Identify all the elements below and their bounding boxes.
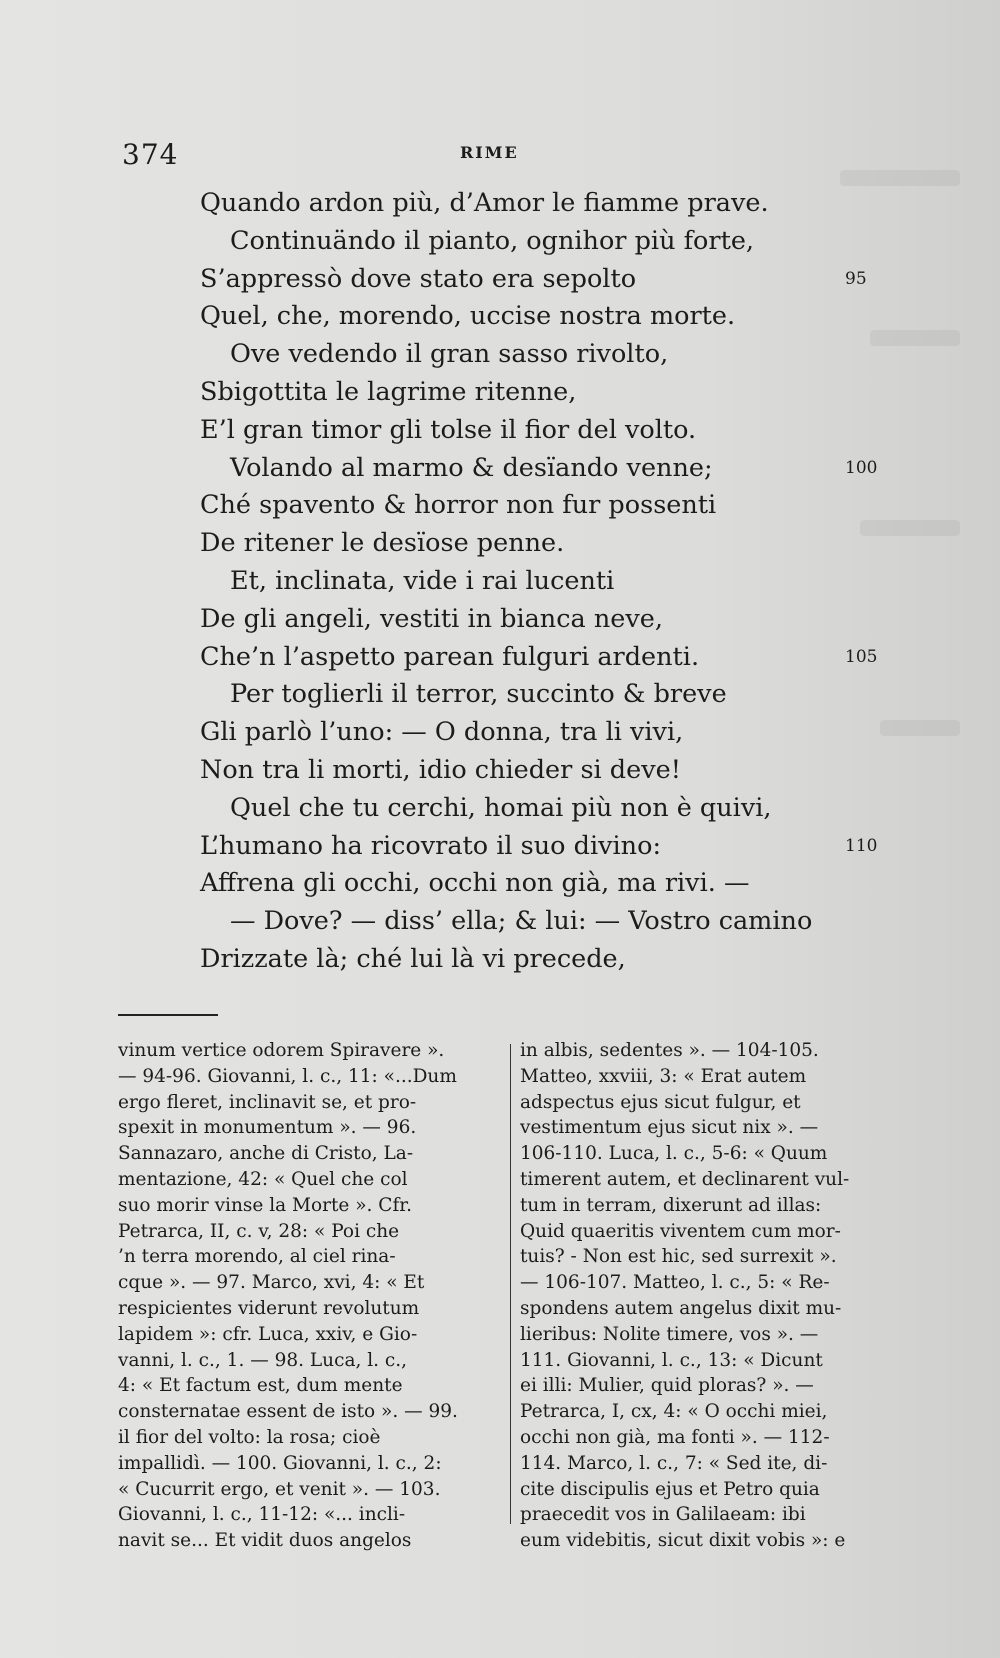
verse-line-text: Continuändo il pianto, ognihor più forte, [230, 225, 755, 256]
verse-line [0, 563, 1000, 601]
footnote-line: suo morir vinse la Morte ». Cfr. [118, 1194, 412, 1216]
verse-line [0, 336, 1000, 374]
footnote-line: spondens autem angelus dixit mu- [520, 1297, 842, 1319]
footnote-line: Petrarca, II, c. v, 28: « Poi che [118, 1220, 400, 1242]
verse-line-text: Quel che tu cerchi, homai più non è quivi, [230, 792, 772, 823]
verse-line-text: Affrena gli occhi, occhi non già, ma rivi. — [200, 868, 750, 899]
footnote-line: eum videbitis, sicut dixit vobis »: e [520, 1530, 846, 1552]
verse-line [0, 487, 1000, 525]
verse-line-text: Drizzate là; ché lui là vi precede, [200, 943, 626, 974]
verse-line [0, 261, 1000, 299]
footnote-line: vanni, l. c., 1. — 98. Luca, l. c., [118, 1349, 408, 1371]
line-number: 100 [845, 457, 878, 478]
verse-line [0, 298, 1000, 336]
verse-line [0, 601, 1000, 639]
footnote-line: respicientes viderunt revolutum [118, 1297, 420, 1319]
verse-line [0, 525, 1000, 563]
verse-text [0, 185, 1000, 979]
footnote-line: 111. Giovanni, l. c., 13: « Dicunt [520, 1349, 823, 1371]
footnote-line: 106-110. Luca, l. c., 5-6: « Quum [520, 1143, 828, 1165]
verse-line [0, 941, 1000, 979]
footnote-line: cque ». — 97. Marco, xvi, 4: « Et [118, 1272, 425, 1294]
verse-line [0, 450, 1000, 488]
verse-line-text: Ove vedendo il gran sasso rivolto, [230, 339, 669, 370]
verse-line-text: Che’n l’aspetto parean fulguri ardenti. [200, 641, 700, 672]
verse-line [0, 223, 1000, 261]
verse-line-text: De ritener le desïose penne. [200, 528, 565, 559]
footnote-line: praecedit vos in Galilaeam: ibi [520, 1504, 806, 1526]
running-title: RIME [460, 143, 519, 162]
footnote-line: il fior del volto: la rosa; cioè [118, 1426, 381, 1448]
footnote-line: Matteo, xxviii, 3: « Erat autem [520, 1065, 807, 1087]
verse-line [0, 752, 1000, 790]
footnote-line: tuis? - Non est hic, sed surrexit ». [520, 1246, 837, 1268]
line-number: 95 [845, 268, 867, 289]
verse-line-text: Sbigottita le lagrime ritenne, [200, 376, 577, 407]
footnote-line: Petrarca, I, cx, 4: « O occhi miei, [520, 1401, 828, 1423]
verse-line [0, 865, 1000, 903]
footnote-line: tum in terram, dixerunt ad illas: [520, 1194, 822, 1216]
footnote-line: 114. Marco, l. c., 7: « Sed ite, di- [520, 1452, 828, 1474]
verse-line-text: Et, inclinata, vide i rai lucenti [230, 565, 615, 596]
verse-line-text: Non tra li morti, idio chieder si deve! [200, 754, 681, 785]
footnote-line: spexit in monumentum ». — 96. [118, 1117, 417, 1139]
verse-line-text: Quando ardon più, d’Amor le fiamme prave. [200, 188, 769, 218]
footnote-line: mentazione, 42: « Quel che col [118, 1168, 408, 1190]
footnote-line: « Cucurrit ergo, et venit ». — 103. [118, 1478, 441, 1500]
verse-line-text: De gli angeli, vestiti in bianca neve, [200, 603, 663, 634]
footnote-line: ’n terra morendo, al ciel rina- [118, 1246, 396, 1268]
verse-line [0, 374, 1000, 412]
verse-line-text: Ché spavento & horror non fur possenti [200, 490, 717, 521]
verse-line-text: E’l gran timor gli tolse il fior del volto. [200, 414, 697, 445]
line-number: 105 [845, 646, 878, 667]
verse-line [0, 185, 1000, 223]
footnote-line: — 94-96. Giovanni, l. c., 11: «...Dum [118, 1065, 457, 1087]
verse-line [0, 639, 1000, 677]
column-divider [510, 1044, 511, 1524]
footnote-line: vinum vertice odorem Spiravere ». [118, 1040, 445, 1061]
footnote-line: navit se... Et vidit duos angelos [118, 1530, 412, 1552]
footnote-rule [118, 1014, 218, 1016]
verse-line-text: L’humano ha ricovrato il suo divino: [200, 830, 662, 861]
verse-line [0, 903, 1000, 941]
line-number: 110 [845, 835, 878, 856]
footnote-line: lieribus: Nolite timere, vos ». — [520, 1323, 819, 1345]
verse-line [0, 412, 1000, 450]
footnote-line: adspectus ejus sicut fulgur, et [520, 1091, 801, 1113]
footnote-line: consternatae essent de isto ». — 99. [118, 1401, 458, 1423]
footnote-line: Quid quaeritis viventem cum mor- [520, 1220, 841, 1242]
footnote-line: impallidì. — 100. Giovanni, l. c., 2: [118, 1452, 442, 1474]
footnote-line: — 106-107. Matteo, l. c., 5: « Re- [520, 1272, 830, 1294]
verse-line-text: S’appressò dove stato era sepolto [200, 263, 637, 294]
footnote-line: ei illi: Mulier, quid ploras? ». — [520, 1375, 814, 1397]
verse-line [0, 676, 1000, 714]
footnote-line: cite discipulis ejus et Petro quia [520, 1478, 820, 1500]
footnote-line: Giovanni, l. c., 11-12: «... incli- [118, 1504, 406, 1526]
footnote-line: vestimentum ejus sicut nix ». — [520, 1117, 819, 1139]
verse-line-text: Quel, che, morendo, uccise nostra morte. [200, 301, 736, 332]
footnote-line: timerent autem, et declinarent vul- [520, 1168, 850, 1190]
bleed-through-mark [840, 170, 960, 186]
verse-line-text: Gli parlò l’uno: — O donna, tra li vivi, [200, 717, 684, 748]
page-number: 374 [122, 138, 179, 171]
verse-line-text: Per toglierli il terror, succinto & breve [230, 679, 727, 710]
footnote-line: occhi non già, ma fonti ». — 112- [520, 1426, 830, 1448]
footnote-line: lapidem »: cfr. Luca, xxiv, e Gio- [118, 1323, 418, 1345]
footnote-line: 4: « Et factum est, dum mente [118, 1375, 403, 1397]
verse-line [0, 828, 1000, 866]
verse-line [0, 714, 1000, 752]
footnote-line: in albis, sedentes ». — 104-105. [520, 1040, 819, 1061]
verse-line [0, 790, 1000, 828]
verse-line-text: Volando al marmo & desïando venne; [230, 452, 713, 483]
verse-line-text: — Dove? — diss’ ella; & lui: — Vostro camino [230, 906, 813, 937]
footnote-line: ergo fleret, inclinavit se, et pro- [118, 1091, 417, 1113]
footnote-line: Sannazaro, anche di Cristo, La- [118, 1143, 414, 1165]
footnotes-left-column [118, 1038, 500, 1554]
footnotes-right-column [520, 1038, 895, 1554]
